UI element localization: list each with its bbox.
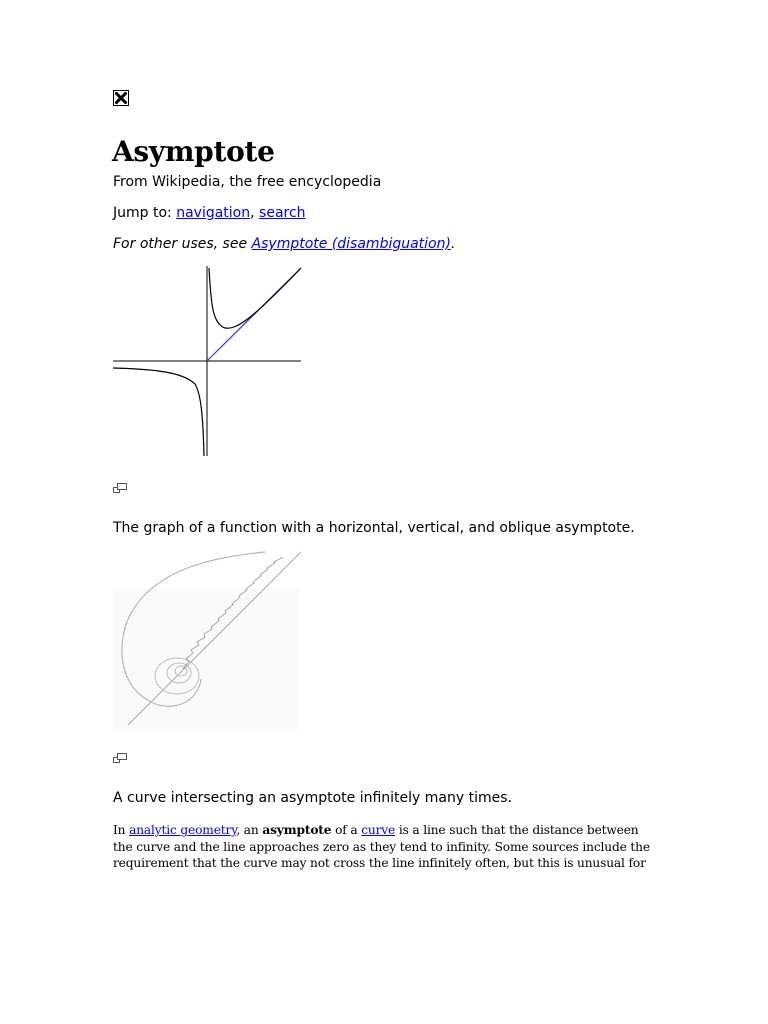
curve-left-branch [113, 368, 204, 456]
para-text: In [113, 823, 130, 837]
hatnote-suffix: . [450, 236, 456, 252]
intro-paragraph [113, 822, 658, 872]
jump-to-prefix: Jump to: [113, 205, 177, 221]
curve-right-branch [209, 268, 301, 328]
para-text: , an [236, 823, 263, 837]
hatnote-prefix: For other uses, see [113, 236, 252, 252]
analytic-geometry-link[interactable]: analytic geometry [129, 823, 237, 837]
disambiguation-link[interactable]: Asymptote (disambiguation) [251, 236, 451, 252]
navigation-link[interactable]: navigation [176, 205, 251, 221]
tagline: From Wikipedia, the free encyclopedia [113, 174, 382, 190]
asymptote-graph-image[interactable] [113, 266, 303, 458]
para-text: is a line such that the distance between the curve and the line approaches zero as they tend to infinity. Some sources include the requirement that the curve may not cross the line infinitely often, but this is unusual for [113, 823, 650, 870]
magnify-clip-icon[interactable] [113, 483, 127, 493]
magnify-clip-icon[interactable] [113, 753, 127, 763]
page-title: Asymptote [112, 135, 275, 168]
figure-caption: A curve intersecting an asymptote infinitely many times. [113, 790, 512, 806]
x-mark-icon [115, 92, 127, 104]
figure-caption: The graph of a function with a horizontal, vertical, and oblique asymptote. [113, 520, 635, 536]
hatnote [113, 235, 455, 253]
jump-to [113, 204, 306, 222]
spiral-asymptote-image[interactable] [113, 549, 303, 731]
close-icon [113, 90, 129, 106]
term-bold: asymptote [262, 823, 332, 837]
search-link[interactable]: search [259, 205, 306, 221]
jump-separator: , [250, 205, 260, 221]
para-text: of a [331, 823, 362, 837]
curve-link[interactable]: curve [361, 823, 396, 837]
